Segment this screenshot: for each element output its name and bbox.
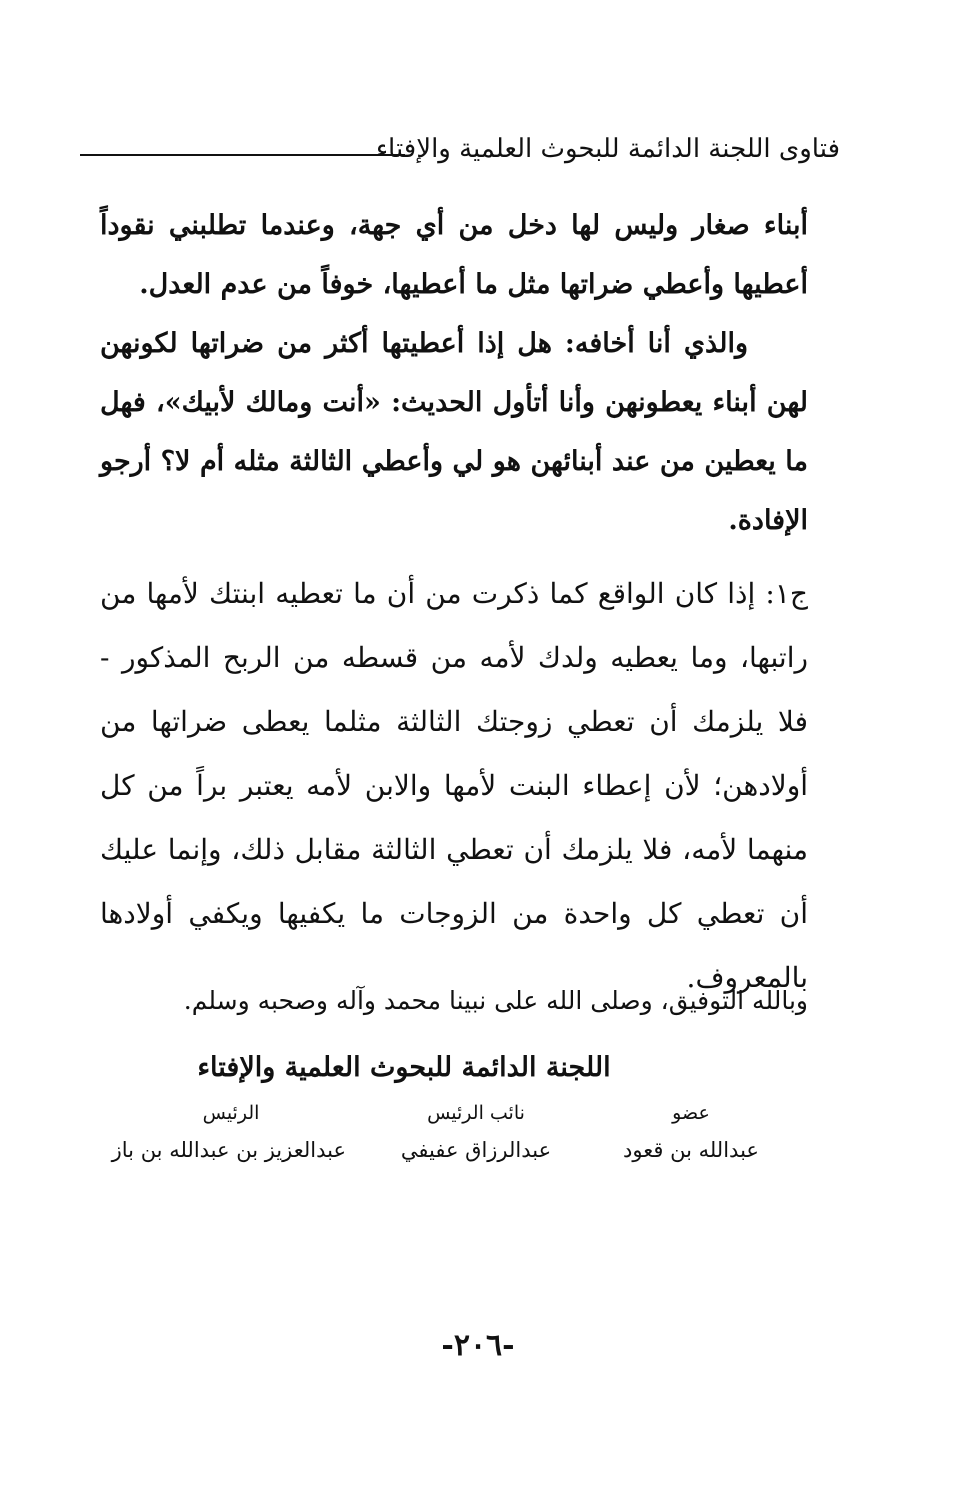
fatwa-body bbox=[100, 196, 808, 1010]
page-number: -٢٠٦- bbox=[441, 1328, 515, 1363]
signature-vice-president bbox=[381, 1102, 571, 1162]
question-paragraph: أبناء صغار وليس لها دخل من أي جهة، وعندما تطلبني نقوداً أعطيها وأعطي ضراتها مثل ما أعطيها، خوفاً من عدم العدل. bbox=[100, 210, 808, 300]
header-rule bbox=[80, 154, 405, 156]
signatory-role: الرئيس bbox=[202, 1102, 260, 1124]
signatory-role: عضو bbox=[672, 1102, 710, 1124]
answer-paragraph: ج١: إذا كان الواقع كما ذكرت من أن ما تعطيه ابنتك لأمها من راتبها، وما يعطيه ولدك لأمه من قسطه من الربح المذكور - فلا يلزمك أن تعطي زوجتك الثالثة مثلما يعطى ضراتها من أولادهن؛ لأن إعطاء البنت لأمها والابن لأمه يعتبر براً من كل منهما لأمه، فلا يلزمك أن تعطي الثالثة مقابل ذلك، وإنما عليك أن تعطي كل واحدة من الزوجات ما يكفيها ويكفي أولادها بالمعروف. bbox=[100, 577, 808, 994]
question-section bbox=[100, 196, 808, 550]
committee-title: اللجنة الدائمة للبحوث العلمية والإفتاء bbox=[197, 1052, 611, 1083]
signature-member bbox=[611, 1102, 771, 1162]
question-paragraph: والذي أنا أخافه: هل إذا أعطيتها أكثر من ضراتها لكونهن لهن أبناء يعطونهن وأنا أتأول الحديث: «أنت ومالك لأبيك»، فهل ما يعطين من عند أبنائهن هو لي وأعطي الثالثة مثله أم لا؟ أرجو الإفادة. bbox=[100, 328, 808, 536]
running-header bbox=[80, 130, 840, 174]
signatory-role: نائب الرئيس bbox=[427, 1102, 525, 1124]
signatory-name: عبدالرزاق عفيفي bbox=[400, 1138, 552, 1162]
closing-line: وبالله التوفيق، وصلى الله على نبينا محمد وآله وصحبه وسلم. bbox=[183, 986, 808, 1015]
answer-section bbox=[100, 562, 808, 1010]
signatory-name: عبدالله بن قعود bbox=[623, 1138, 759, 1162]
signatory-name: عبدالعزيز بن عبدالله بن باز bbox=[111, 1138, 346, 1162]
header-title: فتاوى اللجنة الدائمة للبحوث العلمية والإفتاء bbox=[375, 134, 840, 164]
signature-president bbox=[111, 1102, 346, 1162]
